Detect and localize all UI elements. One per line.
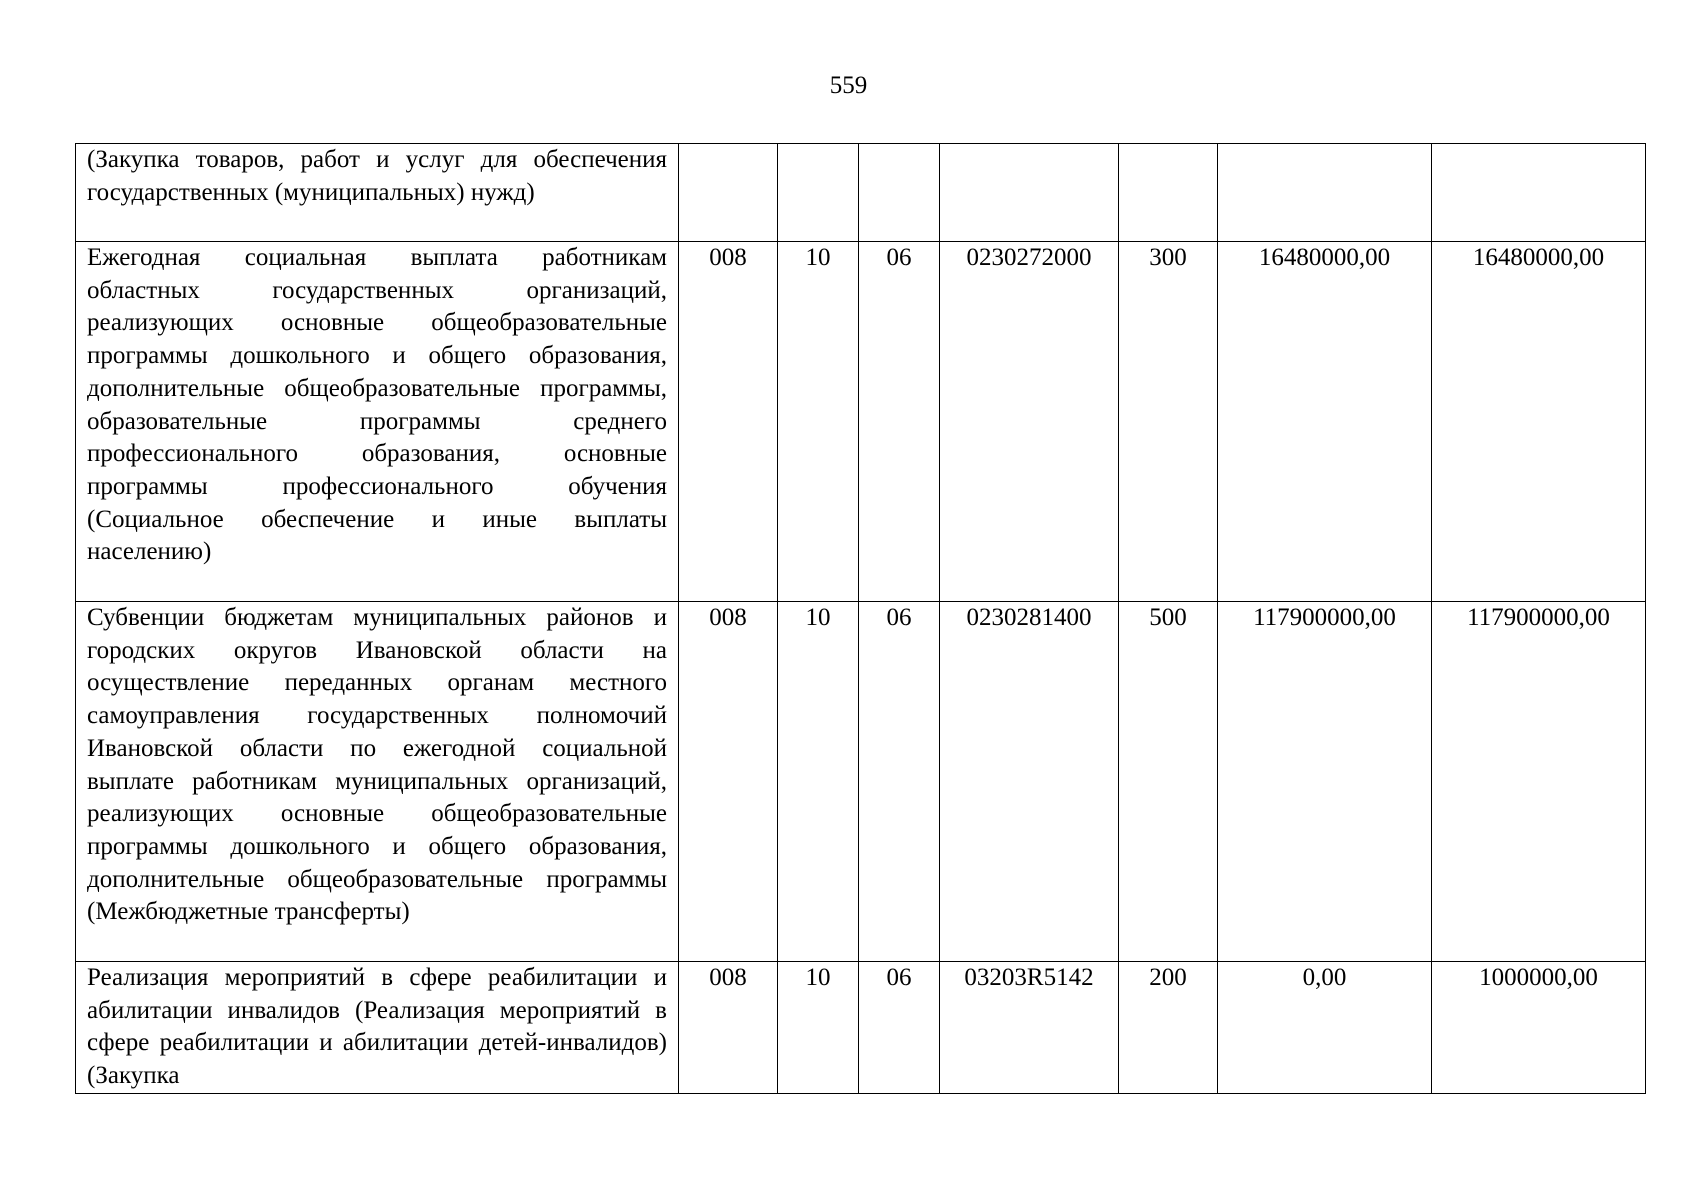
amount-year1-cell: 0,00: [1218, 962, 1432, 1094]
ministry-code-cell: 008: [679, 962, 778, 1094]
amount-year2-cell: 117900000,00: [1432, 602, 1646, 962]
page-number: 559: [829, 72, 868, 99]
amount-year2-cell: 16480000,00: [1432, 242, 1646, 602]
amount-year2-cell: 1000000,00: [1432, 962, 1646, 1094]
amount-year2-cell: [1432, 144, 1646, 242]
ministry-code-cell: [679, 144, 778, 242]
target-article-cell: [940, 144, 1119, 242]
section-code-cell: 10: [778, 962, 859, 1094]
expense-description-cell: (Закупка товаров, работ и услуг для обеспечения государственных (муниципальных) нужд): [76, 144, 679, 242]
expense-type-cell: 300: [1119, 242, 1218, 602]
section-code-cell: [778, 144, 859, 242]
expense-description-cell: Субвенции бюджетам муниципальных районов и городских округов Ивановской области на осуществление переданных органам местного самоуправления государственных полномочий Ивановской области по ежегодной социальной выплате работникам муниципальных организаций, реализующих основные общеобразовательные программы дошкольного и общего образования, дополнительные общеобразовательные программы (Межбюджетные трансферты): [76, 602, 679, 962]
table-row: [76, 144, 1646, 242]
expense-description-cell: Ежегодная социальная выплата работникам областных государственных организаций, реализующих основные общеобразовательные программы дошкольного и общего образования, дополнительные общеобразовательные программы, образовательные программы среднего профессионального образования, основные программы профессионального обучения (Социальное обеспечение и иные выплаты населению): [76, 242, 679, 602]
subsection-code-cell: [859, 144, 940, 242]
section-code-cell: 10: [778, 242, 859, 602]
target-article-cell: 03203R5142: [940, 962, 1119, 1094]
budget-table: [75, 143, 1646, 1094]
target-article-cell: 0230281400: [940, 602, 1119, 962]
expense-type-cell: 200: [1119, 962, 1218, 1094]
expense-type-cell: 500: [1119, 602, 1218, 962]
amount-year1-cell: 117900000,00: [1218, 602, 1432, 962]
table-row: [76, 602, 1646, 962]
subsection-code-cell: 06: [859, 242, 940, 602]
table-row: [76, 242, 1646, 602]
subsection-code-cell: 06: [859, 602, 940, 962]
section-code-cell: 10: [778, 602, 859, 962]
ministry-code-cell: 008: [679, 242, 778, 602]
target-article-cell: 0230272000: [940, 242, 1119, 602]
subsection-code-cell: 06: [859, 962, 940, 1094]
expense-description-cell: Реализация мероприятий в сфере реабилитации и абилитации инвалидов (Реализация мероприятий в сфере реабилитации и абилитации детей-инвалидов) (Закупка: [76, 962, 679, 1094]
table-row: [76, 962, 1646, 1094]
amount-year1-cell: [1218, 144, 1432, 242]
expense-type-cell: [1119, 144, 1218, 242]
amount-year1-cell: 16480000,00: [1218, 242, 1432, 602]
ministry-code-cell: 008: [679, 602, 778, 962]
